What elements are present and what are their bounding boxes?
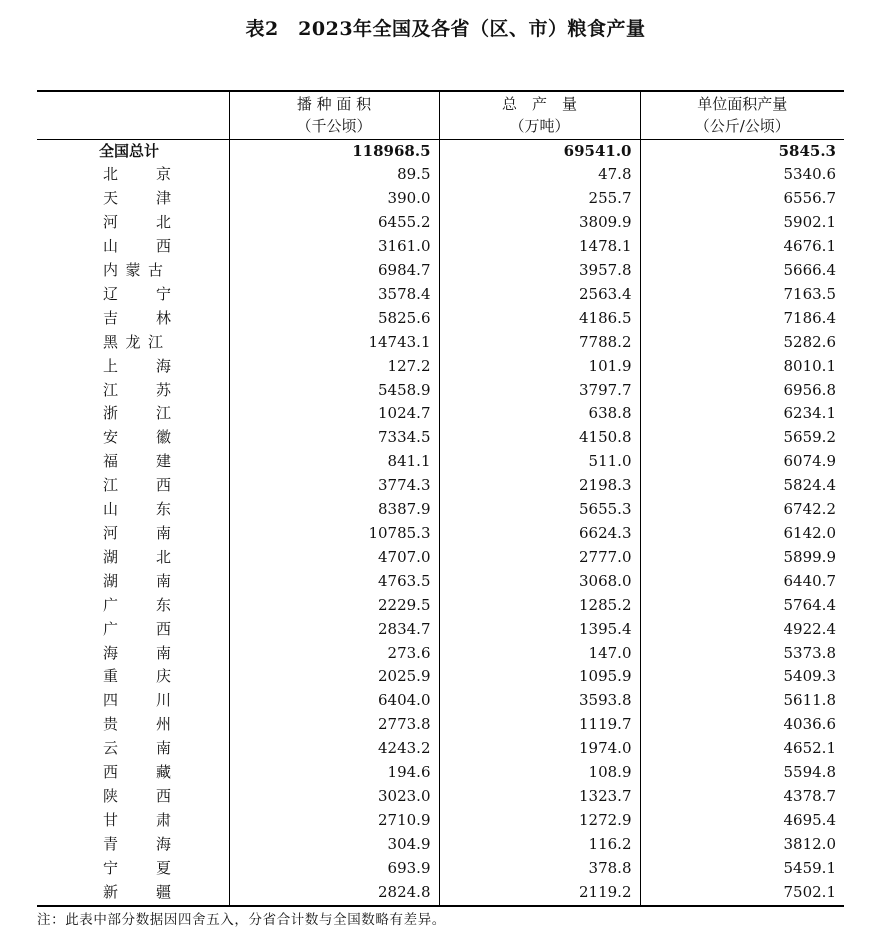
sown-area-cell: 3161.0 (229, 235, 439, 259)
province-name: 黑 龙 江 (103, 332, 163, 351)
sown-area-cell: 2824.8 (229, 881, 439, 906)
sown-area-cell: 194.6 (229, 761, 439, 785)
header-region (37, 91, 229, 139)
table-row (37, 833, 844, 857)
table-row (37, 331, 844, 355)
header-sown-area-label: 播 种 面 积 (296, 95, 372, 114)
header-yield-unit: （公斤/公顷） (694, 117, 790, 136)
province-name: 天 津 (103, 189, 171, 208)
yield-cell: 7186.4 (640, 307, 844, 331)
total-output-cell: 1095.9 (439, 665, 640, 689)
total-output-cell: 2198.3 (439, 474, 640, 498)
province-name: 北 京 (103, 165, 171, 184)
sown-area-cell: 2025.9 (229, 665, 439, 689)
sown-area-cell: 89.5 (229, 163, 439, 187)
table-row (37, 857, 844, 881)
province-name: 湖 北 (103, 547, 171, 566)
sown-area-cell: 5825.6 (229, 307, 439, 331)
province-name: 上 海 (103, 356, 171, 375)
total-output-cell: 511.0 (439, 450, 640, 474)
province-name: 重 庆 (103, 667, 171, 686)
province-name: 福 建 (103, 452, 171, 471)
sown-area-cell: 3023.0 (229, 785, 439, 809)
total-output-cell: 2563.4 (439, 283, 640, 307)
table-row (37, 402, 844, 426)
total-output-cell: 1272.9 (439, 809, 640, 833)
table-row (37, 474, 844, 498)
province-name: 广 西 (103, 619, 171, 638)
sown-area-cell: 1024.7 (229, 402, 439, 426)
table-row (37, 785, 844, 809)
table-row (37, 570, 844, 594)
total-yield: 5845.3 (640, 139, 844, 163)
total-output-cell: 1285.2 (439, 594, 640, 618)
total-output-cell: 4150.8 (439, 426, 640, 450)
sown-area-cell: 2834.7 (229, 618, 439, 642)
sown-area-cell: 304.9 (229, 833, 439, 857)
total-output-cell: 1974.0 (439, 737, 640, 761)
yield-cell: 8010.1 (640, 355, 844, 379)
sown-area-cell: 4707.0 (229, 546, 439, 570)
yield-cell: 6556.7 (640, 187, 844, 211)
yield-cell: 5282.6 (640, 331, 844, 355)
yield-cell: 5899.9 (640, 546, 844, 570)
yield-cell: 4378.7 (640, 785, 844, 809)
yield-cell: 6142.0 (640, 522, 844, 546)
total-output-cell: 255.7 (439, 187, 640, 211)
total-output-cell: 1395.4 (439, 618, 640, 642)
header-total-output-unit: （万吨） (509, 117, 570, 136)
yield-cell: 5666.4 (640, 259, 844, 283)
yield-cell: 6956.8 (640, 379, 844, 403)
yield-cell: 6074.9 (640, 450, 844, 474)
total-area: 118968.5 (229, 139, 439, 163)
yield-cell: 5373.8 (640, 642, 844, 666)
table-row (37, 689, 844, 713)
table-row (37, 761, 844, 785)
header-yield-label: 单位面积产量 (697, 95, 788, 114)
province-name: 河 北 (103, 213, 171, 232)
sown-area-cell: 390.0 (229, 187, 439, 211)
province-name: 陕 西 (103, 786, 171, 805)
sown-area-cell: 6984.7 (229, 259, 439, 283)
province-name: 西 藏 (103, 763, 171, 782)
total-output-cell: 101.9 (439, 355, 640, 379)
province-name: 贵 州 (103, 715, 171, 734)
province-name: 内 蒙 古 (103, 261, 163, 280)
table-row (37, 546, 844, 570)
table-row (37, 522, 844, 546)
yield-cell: 4676.1 (640, 235, 844, 259)
total-output-cell: 3068.0 (439, 570, 640, 594)
yield-cell: 6440.7 (640, 570, 844, 594)
yield-cell: 4652.1 (640, 737, 844, 761)
yield-cell: 6742.2 (640, 498, 844, 522)
total-output-cell: 2119.2 (439, 881, 640, 906)
province-name: 海 南 (103, 643, 171, 662)
sown-area-cell: 693.9 (229, 857, 439, 881)
yield-cell: 5764.4 (640, 594, 844, 618)
sown-area-cell: 2773.8 (229, 713, 439, 737)
yield-cell: 3812.0 (640, 833, 844, 857)
province-name: 江 西 (103, 476, 171, 495)
province-name: 江 苏 (103, 380, 171, 399)
total-output-cell: 4186.5 (439, 307, 640, 331)
table-row (37, 211, 844, 235)
yield-cell: 5902.1 (640, 211, 844, 235)
table-row (37, 618, 844, 642)
sown-area-cell: 4763.5 (229, 570, 439, 594)
table-row (37, 259, 844, 283)
sown-area-cell: 8387.9 (229, 498, 439, 522)
total-output-cell: 147.0 (439, 642, 640, 666)
sown-area-cell: 127.2 (229, 355, 439, 379)
total-row (37, 139, 844, 163)
table-row (37, 187, 844, 211)
province-name: 河 南 (103, 524, 171, 542)
province-name: 四 川 (103, 691, 171, 710)
yield-cell: 7502.1 (640, 881, 844, 906)
table-row (37, 713, 844, 737)
header-total-output-label: 总 产 量 (501, 95, 577, 114)
province-name: 吉 林 (103, 308, 171, 327)
total-name: 全国总计 (99, 141, 160, 160)
table-row (37, 307, 844, 331)
sown-area-cell: 273.6 (229, 642, 439, 666)
sown-area-cell: 4243.2 (229, 737, 439, 761)
total-output-cell: 638.8 (439, 402, 640, 426)
province-name: 山 东 (103, 500, 171, 519)
province-name: 广 东 (103, 595, 171, 614)
sown-area-cell: 2710.9 (229, 809, 439, 833)
yield-cell: 6234.1 (640, 402, 844, 426)
yield-cell: 4922.4 (640, 618, 844, 642)
total-output-cell: 1323.7 (439, 785, 640, 809)
province-name: 青 海 (103, 834, 171, 853)
yield-cell: 4036.6 (640, 713, 844, 737)
header-sown-area-unit: （千公顷） (296, 117, 372, 136)
province-name: 山 西 (103, 237, 171, 256)
table-row (37, 737, 844, 761)
yield-cell: 5594.8 (640, 761, 844, 785)
table-row (37, 379, 844, 403)
sown-area-cell: 10785.3 (229, 522, 439, 546)
sown-area-cell: 3774.3 (229, 474, 439, 498)
table-row (37, 809, 844, 833)
table-row (37, 594, 844, 618)
yield-cell: 5340.6 (640, 163, 844, 187)
table-row (37, 163, 844, 187)
sown-area-cell: 14743.1 (229, 331, 439, 355)
footnote: 注：此表中部分数据因四舍五入，分省合计数与全国数略有差异。 (37, 912, 446, 928)
header-yield (640, 91, 844, 139)
province-name: 浙 江 (103, 404, 171, 423)
total-output-cell: 1119.7 (439, 713, 640, 737)
table-row (37, 642, 844, 666)
province-name: 安 徽 (103, 428, 171, 447)
total-output-cell: 3797.7 (439, 379, 640, 403)
yield-cell: 5459.1 (640, 857, 844, 881)
table-row (37, 235, 844, 259)
total-output-cell: 116.2 (439, 833, 640, 857)
yield-cell: 7163.5 (640, 283, 844, 307)
province-name: 甘 肃 (103, 810, 171, 829)
total-output-cell: 47.8 (439, 163, 640, 187)
total-output: 69541.0 (439, 139, 640, 163)
yield-cell: 4695.4 (640, 809, 844, 833)
sown-area-cell: 841.1 (229, 450, 439, 474)
table-header-row (37, 91, 844, 139)
table-row (37, 665, 844, 689)
total-output-cell: 6624.3 (439, 522, 640, 546)
total-output-cell: 2777.0 (439, 546, 640, 570)
province-name: 新 疆 (103, 882, 171, 901)
sown-area-cell: 5458.9 (229, 379, 439, 403)
total-output-cell: 378.8 (439, 857, 640, 881)
header-sown-area (229, 91, 439, 139)
total-output-cell: 5655.3 (439, 498, 640, 522)
yield-cell: 5611.8 (640, 689, 844, 713)
table-row (37, 283, 844, 307)
province-name: 湖 南 (103, 571, 171, 590)
table-title: 表2 2023年全国及各省（区、市）粮食产量 (245, 18, 646, 40)
sown-area-cell: 6404.0 (229, 689, 439, 713)
table-row (37, 355, 844, 379)
province-name: 宁 夏 (103, 858, 171, 877)
yield-cell: 5659.2 (640, 426, 844, 450)
province-name: 辽 宁 (103, 284, 171, 303)
total-output-cell: 3593.8 (439, 689, 640, 713)
table-row (37, 426, 844, 450)
sown-area-cell: 6455.2 (229, 211, 439, 235)
sown-area-cell: 3578.4 (229, 283, 439, 307)
header-total-output (439, 91, 640, 139)
sown-area-cell: 7334.5 (229, 426, 439, 450)
total-output-cell: 7788.2 (439, 331, 640, 355)
sown-area-cell: 2229.5 (229, 594, 439, 618)
total-output-cell: 3809.9 (439, 211, 640, 235)
total-output-cell: 1478.1 (439, 235, 640, 259)
yield-cell: 5824.4 (640, 474, 844, 498)
table-row (37, 450, 844, 474)
table-row (37, 881, 844, 906)
grain-output-table (37, 90, 844, 907)
yield-cell: 5409.3 (640, 665, 844, 689)
total-output-cell: 108.9 (439, 761, 640, 785)
total-output-cell: 3957.8 (439, 259, 640, 283)
table-row (37, 498, 844, 522)
province-name: 云 南 (103, 739, 171, 758)
